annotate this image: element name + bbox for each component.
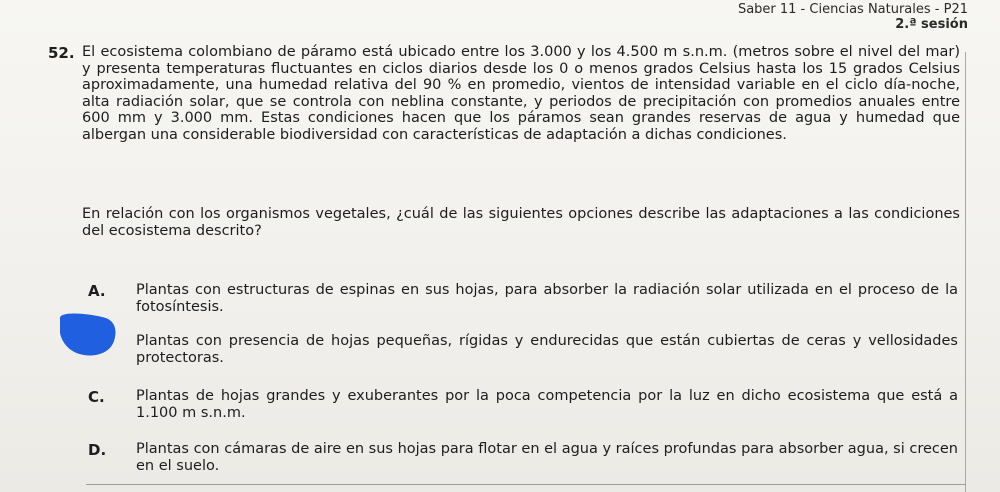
subject-line: Saber 11 - Ciencias Naturales - P21 <box>737 2 968 17</box>
question-prompt: En relación con los organismos vegetales, ¿cuál de las siguientes opciones describe las adaptaciones a las condiciones del ecosistema descrito? <box>82 206 960 239</box>
option-d-text[interactable]: Plantas con cámaras de aire en sus hojas para flotar en el agua y raíces profundas para absorber agua, si crecen en el suelo. <box>136 441 958 474</box>
option-c-text[interactable]: Plantas de hojas grandes y exuberantes por la poca competencia por la luz en dicho ecosistema que está a 1.100 m s.n.m. <box>136 388 958 421</box>
question-number: 52. <box>48 44 75 62</box>
bottom-rule <box>86 484 966 485</box>
option-d-letter: D. <box>88 441 107 459</box>
option-a-text[interactable]: Plantas con estructuras de espinas en sus hojas, para absorber la radiación solar utilizada en el proceso de la fotosíntesis. <box>136 282 958 315</box>
page-header <box>738 2 968 32</box>
answer-mark <box>56 311 120 357</box>
option-b-text[interactable]: Plantas con presencia de hojas pequeñas, rígidas y endurecidas que están cubiertas de ceras y vellosidades protectoras. <box>136 333 958 366</box>
question-stem: El ecosistema colombiano de páramo está ubicado entre los 3.000 y los 4.500 m s.n.m. (metros sobre el nivel del mar) y presenta temperaturas fluctuantes en ciclos diarios desde los 0 o menos grados Celsius hasta los 15 grados Celsius aproximadamente, una humedad relativa del 90 % en promedio, vientos de intensidad variable en el ciclo día-noche, alta radiación solar, que se controla con neblina constante, y periodos de precipitación con promedios anuales entre 600 mm y 3.000 mm. Estas condiciones hacen que los páramos sean grandes reservas de agua y humedad que albergan una considerable biodiversidad con características de adaptación a dichas condiciones. <box>82 44 960 143</box>
margin-rule <box>965 52 966 492</box>
session-line: 2.ª sesión <box>895 17 968 32</box>
option-a-letter: A. <box>88 282 106 300</box>
option-c-letter: C. <box>88 388 105 406</box>
